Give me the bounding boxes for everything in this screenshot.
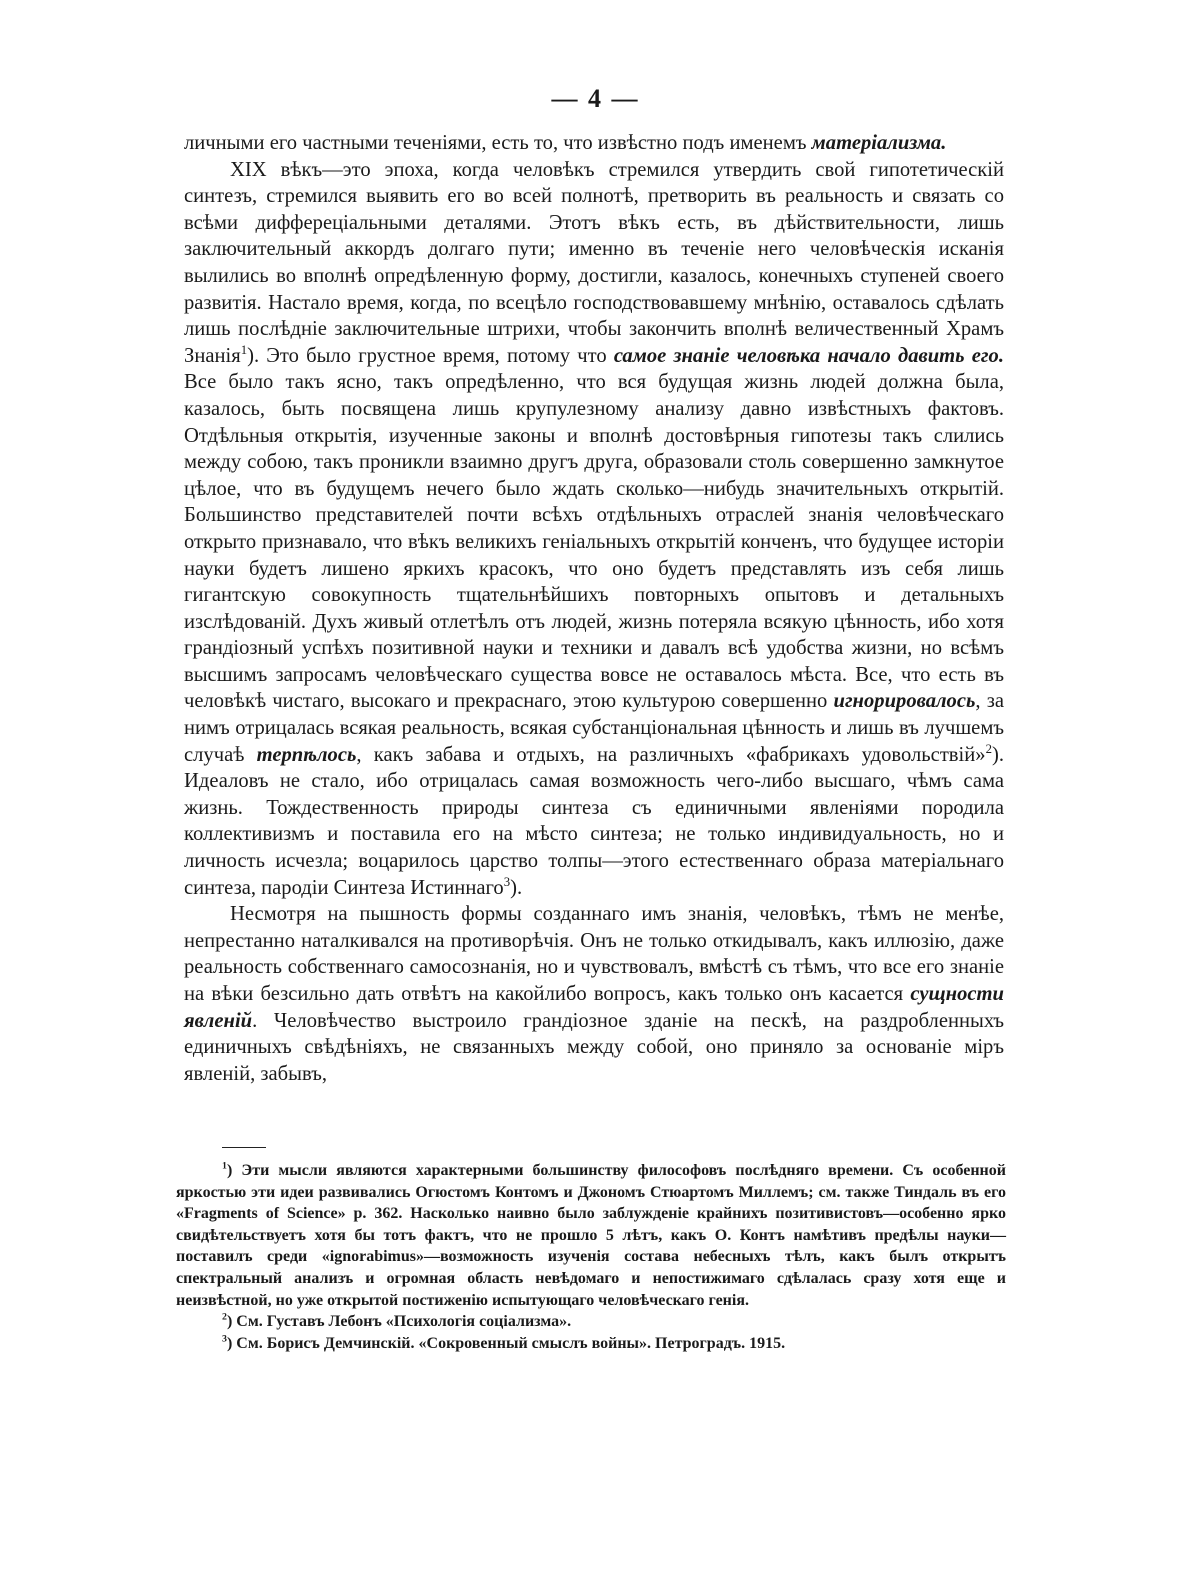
emphasis: терпѣлось xyxy=(256,743,357,766)
footnote-ref-1: 1 xyxy=(240,342,248,357)
footnote-3: $^3$) См. Борисъ Демчинскій. «Сокровенный смыслъ войны». Петроградъ. 1915. xyxy=(222,1333,786,1352)
emphasis: игнорировалось xyxy=(833,690,976,713)
paragraph-xix-century: XIX вѣкъ—это эпоха, когда человѣкъ стремился утвердить свой гипотетическій синтезъ, стремился выявить его во всей полнотѣ, претворить въ реальность и связать со всѣми диффереціальными деталями. Этотъ вѣкъ есть, въ дѣйствительности, лишь заключительный аккордъ долгаго пути; именно въ теченіе него человѣческія исканія вылились во вполнѣ опредѣленную форму, достигли, казалось, конечныхъ ступеней своего развитія. Настало время, когда, по всецѣло господствовавшему мнѣнію, оставалось сдѣлать лишь послѣдніе заключительные штрихи, чтобы закончить вполнѣ величественный Храмъ Знанія$^1$). Это было грустное время, потому что самое знаніе человѣка начало давить его. Все было такъ ясно, такъ опредѣленно, что вся будущая жизнь людей должна была, казалось, быть посвящена лишь крупулезному анализу давно извѣстныхъ фактовъ. Отдѣльныя открытія, изученные законы и вполнѣ достовѣрныя гипотезы такъ слились между собою, такъ проникли взаимно другъ друга, образовали столь совершенно замкнутое цѣлое, что въ будущемъ нечего было ждать сколько—нибудь значительныхъ открытій. Большинство представителей почти всѣхъ отдѣльныхъ отраслей знанія человѣческаго открыто признавало, что вѣкъ великихъ геніальныхъ открытій конченъ, что будущее исторіи науки будетъ лишено яркихъ красокъ, что оно будетъ представлять изъ себя лишь гигантскую совокупность тщательнѣйшихъ повторныхъ опытовъ и детальныхъ изслѣдованій. Духъ живый отлетѣлъ отъ людей, жизнь потеряла всякую цѣнность, ибо хотя грандіозный успѣхъ позитивной науки и техники и давалъ всѣ удобства жизни, но всѣмъ высшимъ запросамъ человѣческаго существа вовсе не оставалось мѣста. Все, что есть въ человѣкѣ чистаго, высокаго и прекраснаго, этою культурою совершенно игнорировалось, за нимъ отрицалась всякая реальность, всякая субстанціональная цѣнность и лишь въ лучшемъ случаѣ терпѣлось, какъ забава и отдыхъ, на различныхъ «фабрикахъ удовольствій»$^2$). Идеаловъ не стало, ибо отрицалась самая возможность чего-либо высшаго, чѣмъ сама жизнь. Тождественность природы синтеза съ единичными явленіями породила коллективизмъ и поставила его на мѣсто синтеза; не только индивидуальность, но и личность исчезла; воцарилось царство толпы—этого естественнаго образа матеріальнаго синтеза, пародіи Синтеза Истиннаго$^3$). xyxy=(184,158,1004,899)
body-text xyxy=(184,130,1004,1087)
footnote-1: $^1$) Эти мысли являются характерными большинству философовъ послѣдняго времени. Съ особенной яркостью эти идеи развивались Огюстомъ Контомъ и Джономъ Стюартомъ Миллемъ; см. также Тиндаль въ его «Fragments of Science» p. 362. Насколько наивно было заблужденіе крайнихъ позитивистовъ—особенно ярко свидѣтельствуетъ хотя бы тотъ фактъ, что не прошло 5 лѣтъ, какъ О. Контъ намѣтивъ предѣлы науки—поставилъ среди «ignorabimus»—возможность изученія состава небесныхъ тѣлъ, какъ былъ открытъ спектральный анализъ и огромная область невѣдомаго и непостижимаго сдѣлалась сразу хотя еще и неизвѣстной, но уже открытой постиженію испытующаго человѣческаго генія. xyxy=(176,1160,1006,1309)
emphasis: матеріализма. xyxy=(811,132,947,154)
footnote-ref-2: 2 xyxy=(985,741,992,756)
footnotes xyxy=(176,1160,1006,1354)
footnote-ref-3: 3 xyxy=(503,874,511,889)
page-number: — 4 — xyxy=(551,84,640,113)
footnote-2: $^2$) См. Густавъ Лебонъ «Психологія соціализма». xyxy=(222,1311,572,1331)
paragraph-continuation: личными его частными теченіями, есть то, что извѣстно подъ именемъ матеріализма. xyxy=(184,132,947,154)
footnote-divider xyxy=(222,1147,266,1148)
emphasis: сущности явленій xyxy=(184,983,1004,1032)
emphasis: самое знаніе человѣка начало давить его. xyxy=(613,344,1004,367)
paragraph-contradictions: Несмотря на пышность формы созданнаго имъ знанія, человѣкъ, тѣмъ не менѣе, непрестанно наталкивался на противорѣчія. Онъ не только откидывалъ, какъ иллюзію, даже реальность собственнаго самосознанія, но и чувствовалъ, вмѣстѣ съ тѣмъ, что все его знаніе на вѣки безсильно дать отвѣтъ на какойлибо вопросъ, какъ только онъ касается сущности явленій. Человѣчество выстроило грандіозное зданіе на пескѣ, на раздробленныхъ единичныхъ свѣдѣніяхъ, не связанныхъ между собой, оно приняло за основаніе міръ явленій, забывъ, xyxy=(184,903,1004,1085)
